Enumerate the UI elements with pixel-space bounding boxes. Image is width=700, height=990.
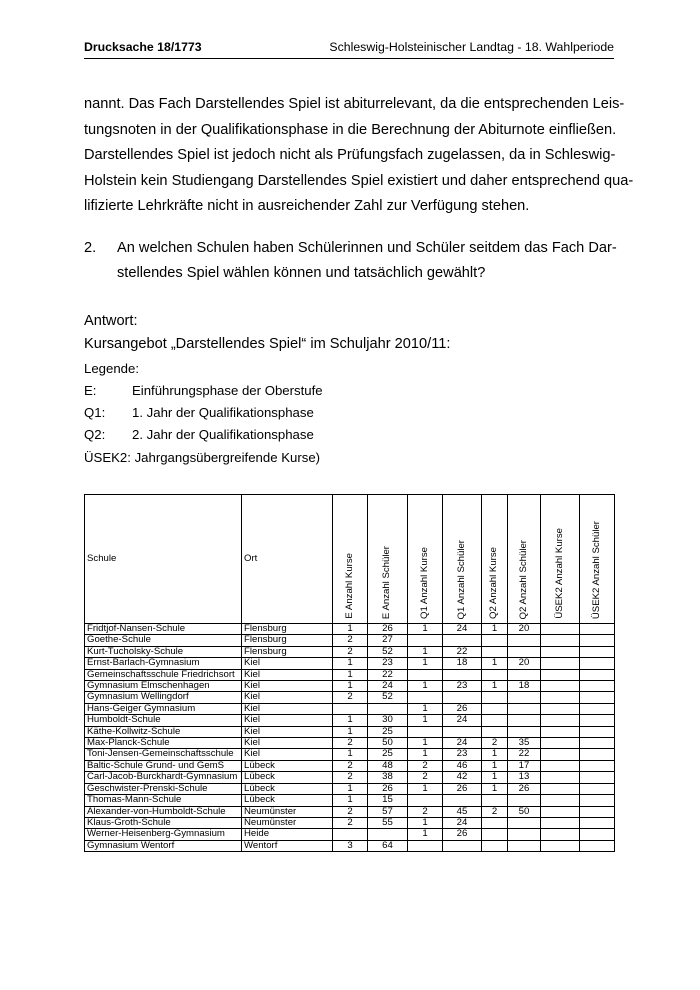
table-row	[85, 795, 615, 806]
count-cell	[580, 624, 615, 635]
count-cell: 26	[443, 783, 482, 794]
count-cell	[368, 829, 408, 840]
count-cell: 1	[333, 749, 368, 760]
school-cell: Klaus-Groth-Schule	[85, 817, 242, 828]
count-cell	[508, 635, 541, 646]
count-cell	[541, 669, 580, 680]
paragraph-line: nannt. Das Fach Darstellendes Spiel ist abiturrelevant, da die entsprechenden Leis-	[84, 96, 625, 112]
count-cell: 1	[333, 681, 368, 692]
count-cell: 26	[508, 783, 541, 794]
count-cell: 1	[482, 772, 508, 783]
count-cell	[508, 669, 541, 680]
table-row	[85, 692, 615, 703]
column-header-label: Q2 Anzahl Kurse	[488, 547, 500, 619]
city-cell: Kiel	[242, 738, 333, 749]
count-cell	[508, 726, 541, 737]
count-cell	[580, 817, 615, 828]
count-cell	[541, 703, 580, 714]
count-cell	[580, 703, 615, 714]
count-cell	[443, 692, 482, 703]
count-cell	[508, 829, 541, 840]
column-header: Schule	[85, 495, 242, 624]
legend-key: Q1:	[84, 405, 106, 420]
count-cell: 22	[508, 749, 541, 760]
count-cell: 1	[482, 624, 508, 635]
answer-label: Antwort:	[84, 313, 138, 329]
count-cell	[482, 703, 508, 714]
city-cell: Kiel	[242, 658, 333, 669]
table-row	[85, 840, 615, 851]
legend-value: 2. Jahr der Qualifikationsphase	[132, 427, 314, 442]
column-header	[541, 495, 580, 624]
count-cell: 46	[443, 760, 482, 771]
count-cell: 22	[443, 646, 482, 657]
count-cell: 1	[333, 669, 368, 680]
school-cell: Käthe-Kollwitz-Schule	[85, 726, 242, 737]
answer-subtitle: Kursangebot „Darstellendes Spiel“ im Schuljahr 2010/11:	[84, 336, 451, 352]
table-row	[85, 681, 615, 692]
count-cell: 23	[368, 658, 408, 669]
city-cell: Flensburg	[242, 646, 333, 657]
count-cell	[482, 646, 508, 657]
count-cell	[541, 715, 580, 726]
count-cell: 1	[482, 681, 508, 692]
count-cell	[580, 726, 615, 737]
count-cell	[482, 726, 508, 737]
count-cell	[580, 783, 615, 794]
count-cell	[541, 772, 580, 783]
table-row	[85, 715, 615, 726]
count-cell: 1	[333, 715, 368, 726]
count-cell	[408, 669, 443, 680]
school-cell: Ernst-Barlach-Gymnasium	[85, 658, 242, 669]
count-cell	[541, 817, 580, 828]
school-cell: Baltic-Schule Grund- und GemS	[85, 760, 242, 771]
city-cell: Neumünster	[242, 817, 333, 828]
count-cell	[482, 715, 508, 726]
count-cell	[408, 635, 443, 646]
school-cell: Gymnasium Wentorf	[85, 840, 242, 851]
paragraph-line: Holstein kein Studiengang Darstellendes Spiel existiert und daher entsprechend qua-	[84, 172, 634, 189]
count-cell	[580, 840, 615, 851]
count-cell: 22	[368, 669, 408, 680]
column-header	[508, 495, 541, 624]
count-cell	[541, 829, 580, 840]
count-cell	[541, 635, 580, 646]
city-cell: Wentorf	[242, 840, 333, 851]
count-cell	[408, 840, 443, 851]
count-cell	[541, 738, 580, 749]
count-cell: 1	[408, 817, 443, 828]
count-cell: 15	[368, 795, 408, 806]
count-cell: 1	[333, 658, 368, 669]
count-cell: 1	[333, 726, 368, 737]
school-cell: Humboldt-Schule	[85, 715, 242, 726]
course-table	[84, 494, 615, 852]
count-cell	[482, 635, 508, 646]
school-cell: Geschwister-Prenski-Schule	[85, 783, 242, 794]
count-cell	[541, 783, 580, 794]
city-cell: Lübeck	[242, 783, 333, 794]
count-cell: 45	[443, 806, 482, 817]
count-cell: 57	[368, 806, 408, 817]
city-cell: Kiel	[242, 692, 333, 703]
table-row	[85, 703, 615, 714]
count-cell	[541, 760, 580, 771]
column-header-label: Q1 Anzahl Kurse	[418, 547, 430, 619]
count-cell	[443, 840, 482, 851]
count-cell	[541, 726, 580, 737]
count-cell	[541, 806, 580, 817]
count-cell	[580, 760, 615, 771]
question-number: 2.	[84, 240, 97, 256]
count-cell: 2	[333, 692, 368, 703]
table-row	[85, 635, 615, 646]
count-cell: 2	[482, 738, 508, 749]
city-cell: Kiel	[242, 681, 333, 692]
count-cell: 18	[443, 658, 482, 669]
count-cell: 64	[368, 840, 408, 851]
school-cell: Kurt-Tucholsky-Schule	[85, 646, 242, 657]
count-cell	[541, 681, 580, 692]
count-cell: 25	[368, 726, 408, 737]
count-cell: 1	[333, 795, 368, 806]
count-cell	[541, 795, 580, 806]
count-cell: 17	[508, 760, 541, 771]
table-row	[85, 658, 615, 669]
table-row	[85, 669, 615, 680]
count-cell	[482, 692, 508, 703]
count-cell	[580, 669, 615, 680]
column-header: Ort	[242, 495, 333, 624]
count-cell: 50	[508, 806, 541, 817]
school-cell: Toni-Jensen-Gemeinschaftsschule	[85, 749, 242, 760]
question-line: stellendes Spiel wählen können und tatsächlich gewählt?	[117, 265, 486, 281]
count-cell	[580, 658, 615, 669]
column-header-label: Q1 Anzahl Schüler	[455, 539, 467, 619]
count-cell: 2	[408, 772, 443, 783]
city-cell: Kiel	[242, 669, 333, 680]
count-cell	[541, 692, 580, 703]
count-cell: 2	[333, 738, 368, 749]
count-cell: 1	[408, 624, 443, 635]
column-header-label: Q2 Anzahl Schüler	[517, 539, 529, 619]
count-cell: 1	[482, 749, 508, 760]
count-cell	[443, 795, 482, 806]
count-cell	[541, 646, 580, 657]
city-cell: Heide	[242, 829, 333, 840]
document-number: Drucksache 18/1773	[84, 40, 202, 54]
city-cell: Lübeck	[242, 772, 333, 783]
column-header-label: E Anzahl Kurse	[343, 553, 355, 619]
question-line: An welchen Schulen haben Schülerinnen und Schüler seitdem das Fach Dar-	[117, 240, 617, 256]
count-cell: 25	[368, 749, 408, 760]
column-header-label: E Anzahl Schüler	[381, 545, 393, 619]
count-cell	[443, 635, 482, 646]
count-cell	[443, 726, 482, 737]
count-cell	[508, 692, 541, 703]
count-cell: 1	[408, 749, 443, 760]
column-header	[368, 495, 408, 624]
school-cell: Carl-Jacob-Burckhardt-Gymnasium	[85, 772, 242, 783]
count-cell: 27	[368, 635, 408, 646]
count-cell: 1	[408, 783, 443, 794]
count-cell	[333, 829, 368, 840]
count-cell: 1	[408, 658, 443, 669]
count-cell: 1	[408, 681, 443, 692]
count-cell	[580, 646, 615, 657]
count-cell	[482, 669, 508, 680]
count-cell: 52	[368, 646, 408, 657]
school-cell: Thomas-Mann-Schule	[85, 795, 242, 806]
table-row	[85, 624, 615, 635]
table-row	[85, 738, 615, 749]
count-cell: 2	[333, 772, 368, 783]
count-cell: 26	[443, 829, 482, 840]
count-cell	[580, 749, 615, 760]
count-cell: 1	[482, 658, 508, 669]
count-cell: 42	[443, 772, 482, 783]
count-cell: 30	[368, 715, 408, 726]
count-cell: 26	[368, 783, 408, 794]
count-cell: 2	[333, 646, 368, 657]
school-cell: Fridtjof-Nansen-Schule	[85, 624, 242, 635]
count-cell	[580, 772, 615, 783]
count-cell	[580, 715, 615, 726]
paragraph-line: lifizierte Lehrkräfte nicht in ausreichender Zahl zur Verfügung stehen.	[84, 198, 530, 215]
count-cell	[508, 795, 541, 806]
school-cell: Gemeinschaftsschule Friedrichsort	[85, 669, 242, 680]
count-cell: 1	[333, 624, 368, 635]
count-cell: 2	[333, 817, 368, 828]
school-cell: Gymnasium Wellingdorf	[85, 692, 242, 703]
count-cell: 18	[508, 681, 541, 692]
school-cell: Werner-Heisenberg-Gymnasium	[85, 829, 242, 840]
paragraph-line: tungsnoten in der Qualifikationsphase in die Berechnung der Abiturnote einfließen.	[84, 121, 617, 138]
count-cell: 48	[368, 760, 408, 771]
table-row	[85, 772, 615, 783]
count-cell: 2	[482, 806, 508, 817]
legend-key: E:	[84, 383, 97, 398]
count-cell	[541, 749, 580, 760]
count-cell: 1	[482, 760, 508, 771]
city-cell: Kiel	[242, 703, 333, 714]
city-cell: Kiel	[242, 715, 333, 726]
school-cell: Goethe-Schule	[85, 635, 242, 646]
count-cell	[408, 692, 443, 703]
paragraph-line: Darstellendes Spiel ist jedoch nicht als Prüfungsfach zugelassen, da in Schleswig-	[84, 147, 616, 164]
city-cell: Neumünster	[242, 806, 333, 817]
count-cell: 2	[333, 806, 368, 817]
column-header	[580, 495, 615, 624]
count-cell	[580, 681, 615, 692]
column-header-label: ÜSEK2 Anzahl Kurse	[553, 528, 565, 619]
count-cell: 1	[408, 703, 443, 714]
count-cell: 35	[508, 738, 541, 749]
count-cell	[580, 829, 615, 840]
city-cell: Flensburg	[242, 624, 333, 635]
count-cell	[508, 817, 541, 828]
count-cell: 24	[368, 681, 408, 692]
count-cell: 1	[408, 829, 443, 840]
page-header	[84, 38, 614, 59]
count-cell	[482, 795, 508, 806]
count-cell: 50	[368, 738, 408, 749]
count-cell: 24	[443, 738, 482, 749]
table-row	[85, 817, 615, 828]
count-cell: 26	[443, 703, 482, 714]
count-cell	[508, 646, 541, 657]
column-header	[333, 495, 368, 624]
column-header	[408, 495, 443, 624]
count-cell	[443, 669, 482, 680]
count-cell: 2	[408, 760, 443, 771]
count-cell: 55	[368, 817, 408, 828]
legend-value: 1. Jahr der Qualifikationsphase	[132, 405, 314, 420]
school-cell: Alexander-von-Humboldt-Schule	[85, 806, 242, 817]
count-cell	[580, 795, 615, 806]
count-cell: 24	[443, 624, 482, 635]
count-cell: 23	[443, 749, 482, 760]
count-cell	[580, 692, 615, 703]
table-row	[85, 783, 615, 794]
parliament-title: Schleswig-Holsteinischer Landtag - 18. Wahlperiode	[329, 40, 614, 54]
school-cell: Gymnasium Elmschenhagen	[85, 681, 242, 692]
count-cell: 1	[408, 738, 443, 749]
legend-last: ÜSEK2: Jahrgangsübergreifende Kurse)	[84, 450, 321, 465]
column-header-label: ÜSEK2 Anzahl Schüler	[590, 520, 602, 619]
table-row	[85, 760, 615, 771]
count-cell: 13	[508, 772, 541, 783]
count-cell	[508, 703, 541, 714]
count-cell	[482, 817, 508, 828]
city-cell: Flensburg	[242, 635, 333, 646]
city-cell: Kiel	[242, 749, 333, 760]
count-cell	[580, 738, 615, 749]
count-cell: 23	[443, 681, 482, 692]
count-cell: 1	[408, 646, 443, 657]
count-cell: 24	[443, 817, 482, 828]
count-cell	[580, 635, 615, 646]
count-cell	[408, 726, 443, 737]
count-cell	[333, 703, 368, 714]
count-cell	[368, 703, 408, 714]
column-header	[443, 495, 482, 624]
table-row	[85, 726, 615, 737]
legend-key: Q2:	[84, 427, 106, 442]
count-cell: 3	[333, 840, 368, 851]
count-cell: 1	[408, 715, 443, 726]
city-cell: Kiel	[242, 726, 333, 737]
count-cell: 38	[368, 772, 408, 783]
table-row	[85, 829, 615, 840]
count-cell	[541, 658, 580, 669]
city-cell: Lübeck	[242, 795, 333, 806]
table-row	[85, 646, 615, 657]
count-cell: 2	[333, 760, 368, 771]
count-cell: 52	[368, 692, 408, 703]
count-cell	[580, 806, 615, 817]
city-cell: Lübeck	[242, 760, 333, 771]
table-header-row	[85, 495, 615, 624]
count-cell	[482, 829, 508, 840]
count-cell: 1	[482, 783, 508, 794]
count-cell	[482, 840, 508, 851]
legend-title: Legende:	[84, 361, 140, 376]
count-cell: 2	[333, 635, 368, 646]
count-cell: 20	[508, 658, 541, 669]
count-cell: 24	[443, 715, 482, 726]
body-paragraph	[84, 92, 634, 220]
count-cell: 2	[408, 806, 443, 817]
count-cell: 1	[333, 783, 368, 794]
table-row	[85, 749, 615, 760]
count-cell	[541, 840, 580, 851]
count-cell	[508, 715, 541, 726]
table-row	[85, 806, 615, 817]
count-cell	[408, 795, 443, 806]
count-cell: 26	[368, 624, 408, 635]
legend-value: Einführungsphase der Oberstufe	[132, 383, 323, 398]
count-cell: 20	[508, 624, 541, 635]
school-cell: Max-Planck-Schule	[85, 738, 242, 749]
count-cell	[541, 624, 580, 635]
count-cell	[508, 840, 541, 851]
column-header	[482, 495, 508, 624]
school-cell: Hans-Geiger Gymnasium	[85, 703, 242, 714]
table-body	[85, 624, 615, 852]
